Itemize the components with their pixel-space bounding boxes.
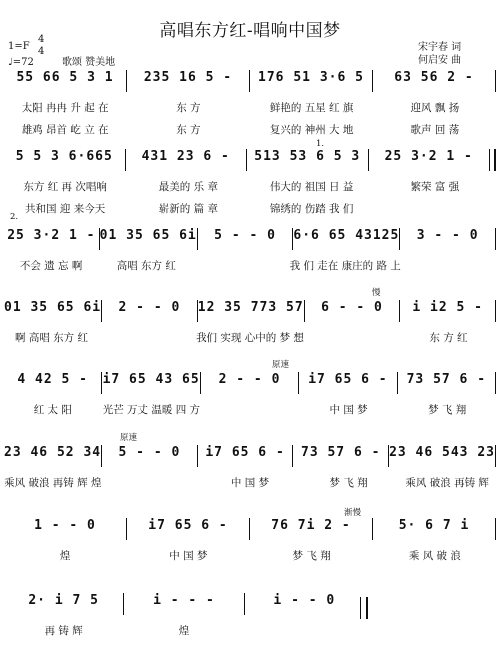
lyric-segment bbox=[402, 258, 496, 273]
tempo-annotation: 慢 bbox=[372, 288, 381, 298]
measure-notes: i7 65 6 - bbox=[148, 518, 228, 533]
lyric-segment bbox=[194, 258, 288, 273]
lyric-segment: 东 方 红 bbox=[429, 332, 468, 344]
measure-notes: i7 65 43 65 bbox=[102, 372, 200, 387]
lyric-segment: 高唱 东方 红 bbox=[116, 260, 176, 272]
notation-row bbox=[4, 149, 496, 171]
measure-notes: 6 - - 0 bbox=[321, 300, 383, 315]
barline bbox=[495, 518, 496, 540]
notation-row bbox=[4, 70, 496, 92]
lyric-segment: 乘风 破浪 再铸 辉 煌 bbox=[4, 477, 102, 489]
measure-notes: 2 - - 0 bbox=[218, 372, 281, 387]
lyric-row bbox=[4, 201, 496, 216]
notation-row bbox=[4, 445, 496, 467]
lyric-segment: 繁荣 富 强 bbox=[410, 181, 460, 193]
measure-notes: 431 23 6 - bbox=[141, 149, 230, 164]
tempo-annotation: 原速 bbox=[272, 360, 290, 370]
measure-notes: i i2 5 - bbox=[412, 300, 483, 315]
lyric-segment: 复兴的 神州 大 地 bbox=[269, 124, 354, 136]
measure-notes: 6·6 65 43125 bbox=[293, 228, 400, 243]
measure-notes: 23 46 543 23 bbox=[389, 445, 495, 460]
lyric-row bbox=[4, 100, 496, 115]
lyric-segment bbox=[245, 623, 364, 638]
lyric-segment: 我们 实现 心中的 梦 想 bbox=[196, 332, 304, 344]
measure-notes: 4 42 5 - bbox=[17, 372, 89, 387]
measure-notes: 63 56 2 - bbox=[394, 70, 474, 85]
lyric-segment: 东方 红 再 次唱响 bbox=[23, 181, 107, 193]
lyric-row bbox=[4, 402, 496, 417]
lyric-row bbox=[4, 548, 496, 563]
barline bbox=[495, 228, 496, 250]
time-signature-bottom: 4 bbox=[38, 46, 45, 57]
lyric-segment bbox=[374, 201, 496, 216]
lyric-segment: 煌 bbox=[59, 550, 71, 562]
tempo-annotation: 原速 bbox=[120, 433, 138, 443]
measure-notes: 5· 6 7 i bbox=[398, 518, 470, 533]
lyric-segment: 煌 bbox=[178, 625, 190, 637]
lyric-segment: 崭新的 篇 章 bbox=[158, 203, 218, 215]
measure-notes: 2· i 7 5 bbox=[28, 593, 99, 608]
lyric-segment: 锦绣的 伤踏 我 们 bbox=[269, 203, 354, 215]
key-signature: 1=F bbox=[8, 41, 30, 52]
measure-notes: 73 57 6 - bbox=[301, 445, 381, 460]
lyric-segment: 伟大的 祖国 日 益 bbox=[269, 181, 354, 193]
barline bbox=[489, 149, 496, 171]
tempo-annotation: 渐慢 bbox=[344, 508, 362, 518]
lyric-segment: 再 铸 辉 bbox=[44, 625, 83, 637]
tempo-marking: ♩=72 bbox=[8, 57, 34, 68]
measure-notes: i7 65 6 - bbox=[205, 445, 285, 460]
notation-row bbox=[4, 372, 496, 394]
lyric-segment bbox=[201, 402, 299, 417]
lyric-segment: 东 方 bbox=[176, 102, 201, 114]
lyric-segment: 乘 风 破 浪 bbox=[408, 550, 461, 562]
measure-notes: 235 16 5 - bbox=[143, 70, 233, 85]
measure-notes: 23 46 52 34 bbox=[4, 445, 102, 460]
lyric-segment: 中 国 梦 bbox=[169, 550, 208, 562]
score-title: 高唱东方红-唱响中国梦 bbox=[159, 21, 341, 41]
tempo-annotation: 1. bbox=[316, 139, 325, 149]
barline bbox=[495, 372, 496, 394]
notation-row bbox=[4, 228, 496, 250]
lyric-row bbox=[4, 122, 496, 137]
lyric-segment: 中 国 梦 bbox=[329, 404, 368, 416]
measure-notes: 5 - - 0 bbox=[118, 445, 181, 460]
lyric-segment bbox=[305, 330, 400, 345]
lyric-segment: 鲜艳的 五星 红 旗 bbox=[269, 102, 354, 114]
lyric-segment: 梦 飞 翔 bbox=[292, 550, 331, 562]
measure-notes: 176 51 3·6 5 bbox=[258, 70, 364, 85]
lyric-segment: 歌声 回 荡 bbox=[410, 124, 460, 136]
lyric-segment: 我 们 走在 康庄的 路 上 bbox=[289, 260, 401, 272]
measure-notes: 513 53 6 5 3 bbox=[254, 149, 361, 164]
measure-notes: 12 35 773 57 bbox=[197, 300, 304, 315]
lyric-segment: 中 国 梦 bbox=[230, 477, 270, 489]
lyric-segment: 梦 飞 翔 bbox=[329, 477, 368, 489]
lyric-segment: 乘风 破浪 再铸 辉 bbox=[405, 477, 489, 489]
lyric-segment: 最美的 乐 章 bbox=[158, 181, 218, 193]
barline bbox=[495, 300, 496, 322]
lyric-segment: 东 方 bbox=[176, 124, 201, 136]
measure-notes: 25 3·2 1 - bbox=[7, 228, 96, 243]
measure-notes: 76 7i 2 - bbox=[271, 518, 351, 533]
lyric-row bbox=[4, 179, 496, 194]
lyric-segment bbox=[100, 330, 195, 345]
final-barline bbox=[360, 597, 368, 619]
lyric-segment: 迎风 飘 扬 bbox=[410, 102, 460, 114]
lyric-segment: 雄鸡 昂首 屹 立 在 bbox=[21, 124, 109, 136]
lyric-segment: 光芒 万丈 温暖 四 方 bbox=[102, 404, 201, 416]
lyric-row bbox=[4, 258, 496, 273]
lyric-segment: 共和国 迎 来今天 bbox=[25, 203, 106, 215]
lyric-segment: 不会 遗 忘 啊 bbox=[19, 260, 83, 272]
measure-notes: 55 66 5 3 1 bbox=[16, 70, 114, 85]
tempo-annotation: 2. bbox=[10, 212, 19, 222]
notation-row bbox=[4, 593, 364, 615]
lyric-row bbox=[4, 623, 364, 638]
composer-credit: 何启安 曲 bbox=[418, 55, 462, 66]
notation-row bbox=[4, 518, 496, 540]
measure-notes: 25 3·2 1 - bbox=[384, 149, 473, 164]
measure-notes: 01 35 65 6i bbox=[4, 300, 102, 315]
measure-notes: 5 - - 0 bbox=[214, 228, 276, 243]
measure-notes: 73 57 6 - bbox=[406, 372, 487, 387]
lyric-segment: 啊 高唱 东方 红 bbox=[15, 332, 89, 344]
measure-notes: 2 - - 0 bbox=[118, 300, 181, 315]
lyric-segment: 梦 飞 翔 bbox=[428, 404, 467, 416]
measure-notes: 5 5 3 6·665 bbox=[15, 149, 113, 164]
measure-notes: 01 35 65 6i bbox=[99, 228, 197, 243]
expression-marking: 歌颂 赞美地 bbox=[62, 57, 116, 68]
lyric-segment: 太阳 冉冉 升 起 在 bbox=[21, 102, 109, 114]
measure-notes: i - - - bbox=[153, 593, 215, 608]
lyric-segment: 红 太 阳 bbox=[33, 404, 72, 416]
barline bbox=[495, 445, 496, 467]
lyric-row bbox=[4, 330, 496, 345]
measure-notes: i7 65 6 - bbox=[308, 372, 388, 387]
lyricist-credit: 宋宇春 词 bbox=[418, 42, 462, 53]
lyric-row bbox=[4, 475, 496, 490]
measure-notes: 1 - - 0 bbox=[34, 518, 96, 533]
measure-notes: i - - 0 bbox=[273, 593, 336, 608]
notation-row bbox=[4, 300, 496, 322]
barline bbox=[495, 70, 496, 92]
lyric-segment bbox=[103, 475, 201, 490]
time-signature-top: 4 bbox=[38, 34, 45, 45]
measure-notes: 3 - - 0 bbox=[416, 228, 479, 243]
